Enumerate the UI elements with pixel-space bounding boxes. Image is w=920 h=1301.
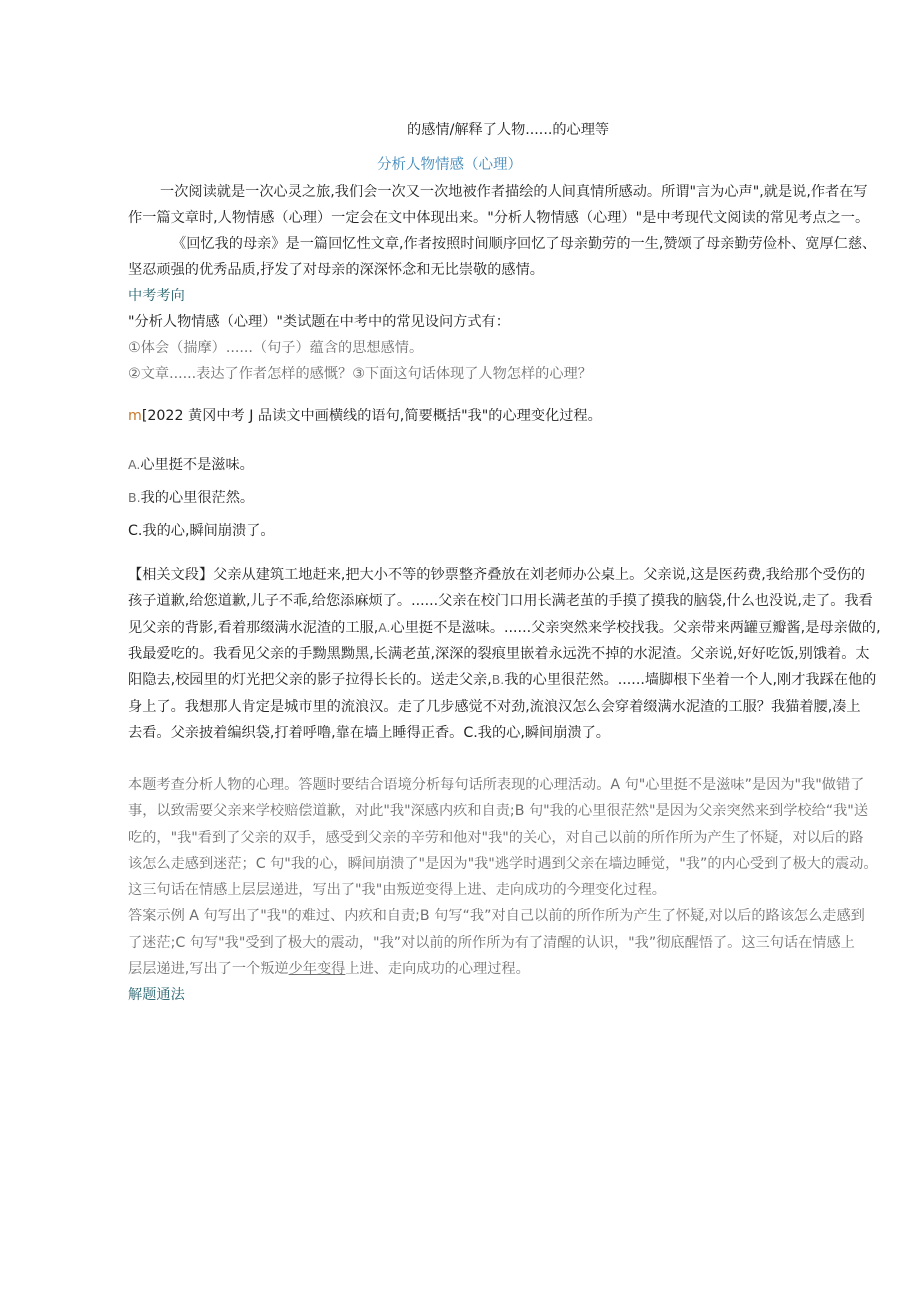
option-a-text: 心里挺不是滋味。 [140, 457, 254, 473]
answer-line-3 [128, 959, 530, 979]
exam-direction-desc: "分析人物情感（心理）"类试题在中考中的常见设问方式有： [128, 314, 510, 330]
option-b-label: B. [128, 490, 141, 505]
exam-question-2: ②文章......表达了作者怎样的感慨？③下面这句话体现了人物怎样的心理？ [128, 366, 592, 382]
analysis-line-5: 这三句话在情感上层层递进，写出了"我"由叛逆变得上进、走向成功的今理变化过程。 [128, 882, 666, 898]
analysis-line-2: 事，以致需要父亲来学校赔偿道歉，对此"我"深感内疚和自责;B 句"我的心里很茫然"是因为父亲突然来到学校给“我"送 [128, 803, 869, 819]
option-c-text: 我的心,瞬间崩溃了。 [142, 523, 275, 539]
intro-p2-line1: 《回忆我的母亲》是一篇回忆性文章,作者按照时间顺序回忆了母亲勤劳的一生,赞颂了母亲勤劳俭朴、宽厚仁慈、 [172, 236, 877, 252]
passage-line-5-a: 阳隐去,校园里的灯光把父亲的影子拉得长长的。送走父亲, [128, 672, 492, 688]
exam-direction-heading: 中考考向 [128, 288, 185, 304]
example-question-text: [2022 黄冈中考 J 品读文中画横线的语句,简要概括"我"的心理变化过程。 [141, 408, 602, 424]
analysis-line-4: 该怎么走感到迷茫；C 句"我的心，瞬间崩溃了"是因为"我"逃学时遇到父亲在墙边睡觉，"我”的内心受到了极大的震动。 [128, 856, 878, 872]
passage-line-5-b: 我的心里很茫然。......墙脚根下坐着一个人,刚才我踩在他的 [504, 672, 877, 688]
example-option-c [128, 521, 275, 541]
section-title: 分析人物情感（心理） [377, 157, 522, 173]
passage-mark-b: B. [491, 672, 505, 687]
method-heading: 解题通法 [128, 987, 185, 1003]
exam-question-1: ①体会（揣摩）......（句子）蕴含的思想感情。 [128, 340, 424, 356]
example-option-b [128, 488, 254, 508]
option-c-label: C. [128, 523, 143, 539]
answer-line-2: 了迷茫;C 句写"我"受到了极大的震动，"我”对以前的所作所为有了清醒的认识，"我”彻底醒悟了。这三句话在情感上 [128, 935, 855, 951]
example-option-a [128, 455, 254, 475]
answer-line-3-b: 上进、走向成功的心理过程。 [345, 961, 530, 977]
passage-mark-a: A. [378, 620, 391, 635]
answer-line-3-a: 层层递进,写出了一个叛逆 [128, 961, 289, 977]
example-mark: m [128, 408, 142, 424]
intro-p1-line2: 作一篇文章时,人物情感（心理）一定会在文中体现出来。"分析人物情感（心理）"是中考现代文阅读的常见考点之一。 [128, 210, 870, 226]
passage-line-6: 身上了。我想那人肯定是城市里的流浪汉。走了几步感觉不对劲,流浪汉怎么会穿着缀满水泥渣的工服？我猫着腰,凑上 [128, 699, 861, 715]
passage-line-3-b: 心里挺不是滋味。......父亲突然来学校找我。父亲带来两罐豆瓣酱,是母亲做的, [390, 620, 881, 636]
passage-line-3 [128, 618, 881, 638]
passage-line-1: 【相关文段】父亲从建筑工地赶来,把大小不等的钞票整齐叠放在刘老师办公桌上。父亲说,这是医药费,我给那个受伤的 [128, 567, 866, 583]
answer-line-1: 答案示例 A 句写出了"我"的难过、内疚和自责;B 句写“我”对自己以前的所作所为产生了怀疑,对以后的路该怎么走感到 [128, 908, 865, 924]
passage-line-5 [128, 670, 876, 690]
option-b-text: 我的心里很茫然。 [140, 490, 255, 506]
passage-line-4: 我最爱吃的。我看见父亲的手黝黑黝黑,长满老茧,深深的裂痕里嵌着永远洗不掉的水泥渣。父亲说,好好吃饭,别饿着。太 [128, 646, 870, 662]
intro-p1-line1: 一次阅读就是一次心灵之旅,我们会一次又一次地被作者描绘的人间真情所感动。所谓"言为心声",就是说,作者在写 [160, 184, 868, 200]
answer-underlined-phrase: 少年变得 [288, 961, 346, 977]
passage-line-7: 去看。父亲披着编织袋,打着呼噜,靠在墙上睡得正香。C.我的心,瞬间崩溃了。 [128, 725, 610, 741]
passage-line-2: 孩子道歉,给您道歉,儿子不乖,给您添麻烦了。......父亲在校门口用长满老茧的手摸了摸我的脑袋,什么也没说,走了。我看 [128, 593, 873, 609]
example-question [128, 406, 602, 426]
analysis-line-3: 吃的，"我"看到了父亲的双手，感受到父亲的辛劳和他对"我"的关心，对自己以前的所作所为产生了怀疑，对以后的路 [128, 830, 864, 846]
analysis-line-1: 本题考查分析人物的心理。答题时要结合语境分析每句话所表现的心理活动。A 句"心里挺不是滋味”是因为"我"做错了 [128, 777, 865, 793]
option-a-label: A. [128, 457, 141, 472]
intro-p2-line2: 坚忍顽强的优秀品质,抒发了对母亲的深深怀念和无比崇敬的感情。 [128, 262, 544, 278]
top-continuation-line: 的感情/解释了人物......的心理等 [407, 122, 610, 138]
passage-line-3-a: 见父亲的背影,看着那缀满水泥渣的工服, [128, 620, 379, 636]
